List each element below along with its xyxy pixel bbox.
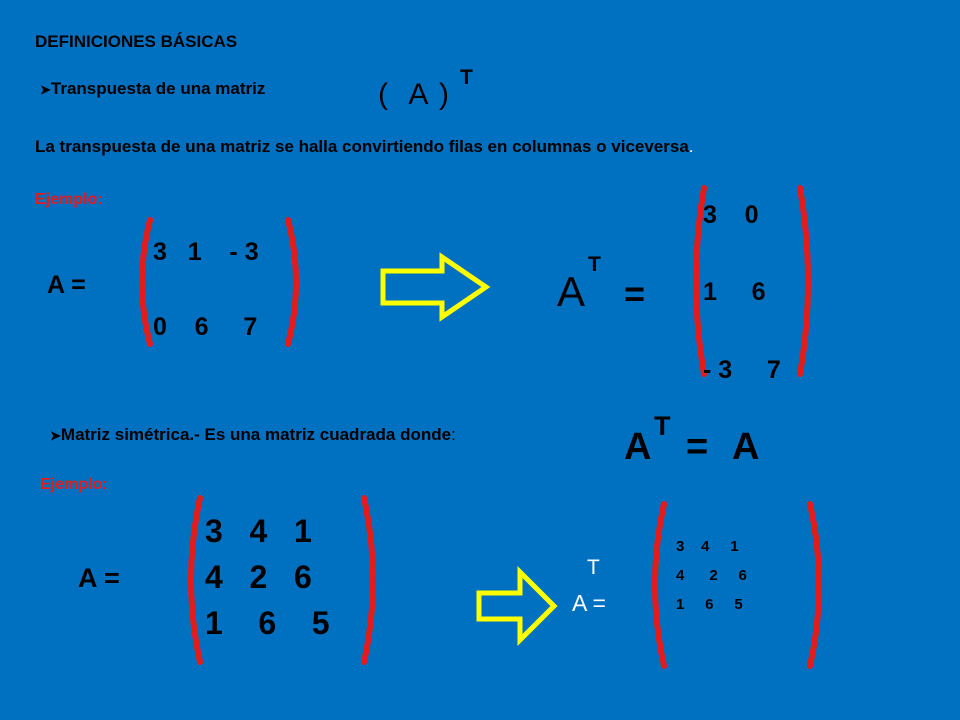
symmetric-formula-b: A: [732, 426, 760, 468]
symmetric-bullet-colon: :: [451, 425, 456, 444]
transpose-notation: [378, 78, 449, 112]
right-arrow-icon: [380, 254, 490, 320]
right-parenthesis-icon: [806, 500, 832, 670]
left-parenthesis-icon: [130, 216, 154, 348]
right-parenthesis-icon: [360, 494, 386, 666]
symmetric-bullet-text: Matriz simétrica.- Es una matriz cuadrada donde: [60, 425, 452, 444]
symmetric-formula-sup: T: [654, 411, 671, 441]
definition-text: La transpuesta de una matriz se halla convirtiendo filas en columnas o viceversa: [35, 137, 689, 156]
page-title: DEFINICIONES BÁSICAS: [35, 32, 238, 51]
result-letter: A: [557, 268, 586, 315]
symmetric-result-row: 4 2 6: [676, 567, 747, 584]
arrow-bullet-icon: ➤: [40, 82, 51, 97]
symmetric-matrix-lhs: A =: [78, 563, 120, 593]
symmetric-formula-a: A: [624, 426, 652, 468]
symmetric-result-row: 3 4 1: [676, 538, 739, 555]
left-parenthesis-icon: [642, 500, 668, 670]
transpose-bullet: [40, 79, 265, 99]
result-superscript: T: [588, 253, 601, 276]
matrix-lhs: A =: [47, 271, 86, 299]
definition-period: .: [688, 137, 694, 156]
result-row: - 3 7: [703, 356, 781, 384]
example-label: Ejemplo:: [35, 191, 103, 208]
symmetric-result-lhs: A =: [572, 590, 606, 616]
matrix-row: 0 6 7: [153, 313, 258, 341]
matrix-row: 3 1 - 3: [153, 238, 259, 266]
symmetric-matrix-row: 3 4 1: [205, 513, 312, 549]
notation-superscript: T: [460, 66, 473, 89]
result-equals: =: [624, 273, 646, 314]
notation-close-paren: ): [439, 78, 450, 111]
transpose-bullet-text: Transpuesta de una matriz: [50, 79, 266, 98]
result-row: 3 0: [703, 201, 759, 229]
notation-open-paren: (: [378, 78, 388, 111]
arrow-bullet-icon: ➤: [50, 428, 61, 443]
right-parenthesis-icon: [796, 184, 820, 378]
symmetric-result-sup: T: [587, 556, 600, 579]
transpose-definition: [35, 137, 694, 157]
result-row: 1 6: [703, 278, 766, 306]
symmetric-formula-equals: =: [686, 426, 709, 468]
right-parenthesis-icon: [284, 216, 308, 348]
symmetric-matrix-row: 4 2 6: [205, 559, 312, 595]
notation-letter: A: [408, 78, 427, 111]
symmetric-matrix-row: 1 6 5: [205, 605, 330, 641]
symmetric-result-row: 1 6 5: [676, 596, 743, 613]
right-arrow-icon: [476, 568, 558, 644]
left-parenthesis-icon: [178, 494, 204, 666]
example-label: Ejemplo:: [40, 476, 108, 493]
symmetric-bullet: [50, 425, 456, 445]
